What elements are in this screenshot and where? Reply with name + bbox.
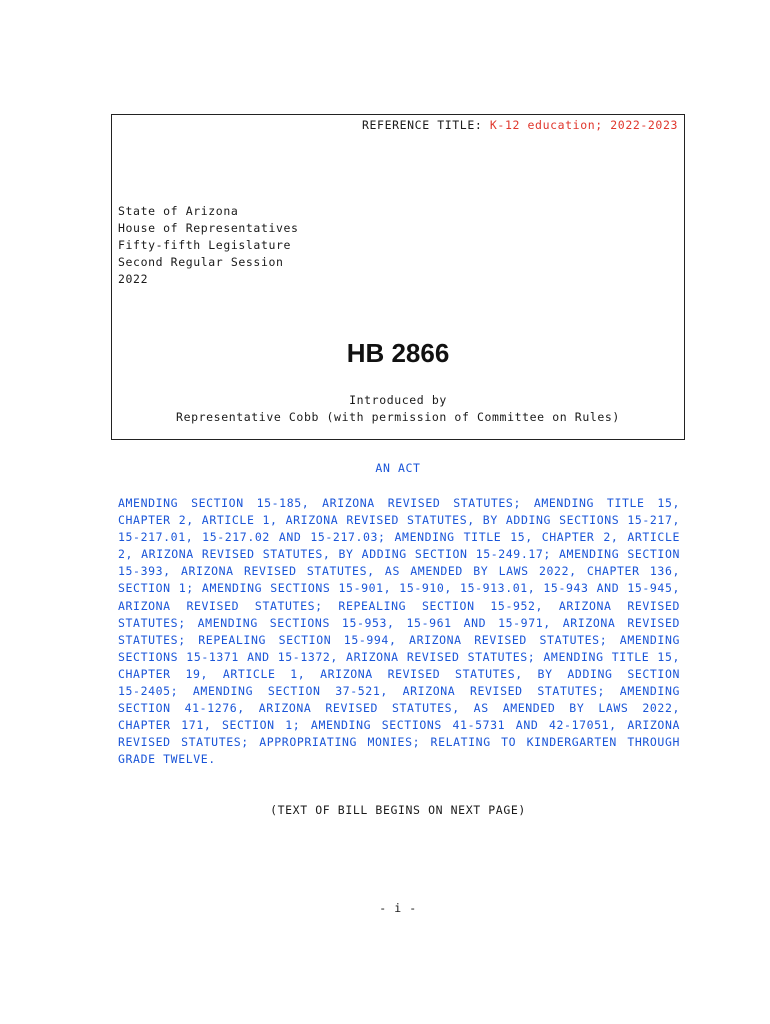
page-number: - i - [379,901,417,915]
reference-title-label: REFERENCE TITLE: [362,118,490,132]
reference-title-value: K-12 education; 2022-2023 [489,118,678,132]
sponsor: Representative Cobb (with permission of Committee on Rules) [176,410,620,424]
introduced-block [111,392,685,426]
session-line: Second Regular Session [118,255,284,269]
act-line: SECTIONS 15-1371 AND 15-1372, ARIZONA REVISED STATUTES; AMENDING TITLE 15, [118,649,680,664]
session-info [118,203,299,288]
act-line: 15-393, ARIZONA REVISED STATUTES, AS AMENDED BY LAWS 2022, CHAPTER 136, [118,564,680,579]
text-begins-note: (TEXT OF BILL BEGINS ON NEXT PAGE) [270,803,526,817]
act-line: GRADE TWELVE. [118,752,216,767]
act-line: CHAPTER 171, SECTION 1; AMENDING SECTIONS 41-5731 AND 42-17051, ARIZONA [118,718,680,733]
act-heading: AN ACT [375,461,421,475]
act-line: STATUTES; REPEALING SECTION 15-994, ARIZONA REVISED STATUTES; AMENDING [118,632,680,647]
act-line: AMENDING SECTION 15-185, ARIZONA REVISED STATUTES; AMENDING TITLE 15, [118,496,680,510]
session-line: State of Arizona [118,204,239,218]
act-line: ARIZONA REVISED STATUTES; REPEALING SECTION 15-952, ARIZONA REVISED [118,598,680,613]
session-line: House of Representatives [118,221,299,235]
act-line: STATUTES; AMENDING SECTIONS 15-953, 15-961 AND 15-971, ARIZONA REVISED [118,615,680,630]
act-line: 15-217.01, 15-217.02 AND 15-217.03; AMENDING TITLE 15, CHAPTER 2, ARTICLE [118,530,680,545]
act-line: 15-2405; AMENDING SECTION 37-521, ARIZONA REVISED STATUTES; AMENDING [118,684,680,699]
act-line: 2, ARIZONA REVISED STATUTES, BY ADDING SECTION 15-249.17; AMENDING SECTION [118,547,680,562]
reference-title [362,118,678,132]
act-title-text [118,495,680,769]
session-line: 2022 [118,272,149,286]
act-line: SECTION 1; AMENDING SECTIONS 15-901, 15-910, 15-913.01, 15-943 AND 15-945, [118,581,680,596]
bill-number: HB 2866 [346,338,450,368]
introduced-by-label: Introduced by [349,393,447,407]
act-line: REVISED STATUTES; APPROPRIATING MONIES; RELATING TO KINDERGARTEN THROUGH [118,735,680,750]
act-line: CHAPTER 2, ARTICLE 1, ARIZONA REVISED STATUTES, BY ADDING SECTIONS 15-217, [118,513,680,528]
session-line: Fifty-fifth Legislature [118,238,292,252]
act-line: CHAPTER 19, ARTICLE 1, ARIZONA REVISED STATUTES, BY ADDING SECTION [118,666,680,681]
act-line: SECTION 41-1276, ARIZONA REVISED STATUTES, AS AMENDED BY LAWS 2022, [118,701,680,716]
